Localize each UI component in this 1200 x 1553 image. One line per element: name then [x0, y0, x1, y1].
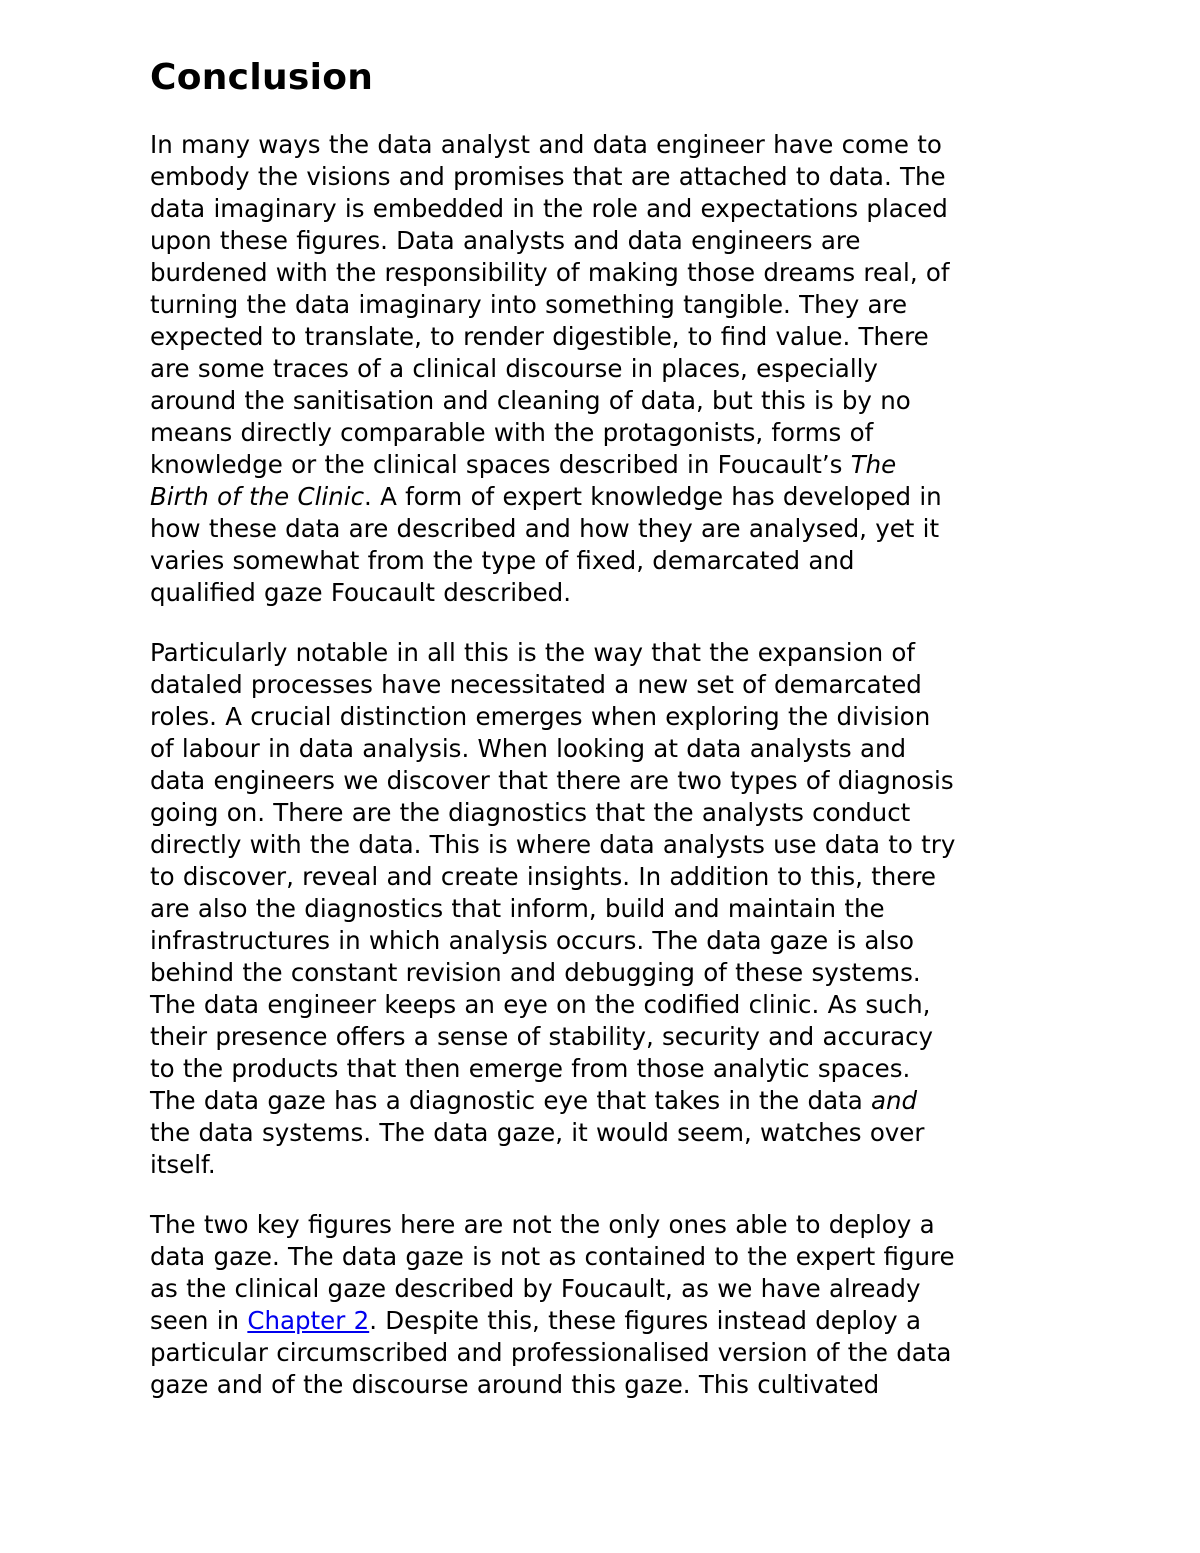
text-segment: to the products that then emerge from those analytic spaces. — [150, 1054, 911, 1083]
text-segment: directly with the data. This is where data analysts use data to try — [150, 830, 956, 859]
text-segment: dataled processes have necessitated a new set of demarcated — [150, 670, 922, 699]
text-segment: In many ways the data analyst and data engineer have come to — [150, 130, 942, 159]
document-page — [150, 52, 1055, 1429]
text-line — [150, 669, 1055, 701]
text-line — [150, 861, 1055, 893]
text-line — [150, 353, 1055, 385]
text-segment: their presence offers a sense of stability, security and accuracy — [150, 1022, 934, 1051]
text-line — [150, 449, 1055, 481]
text-line — [150, 193, 1055, 225]
text-line — [150, 829, 1055, 861]
text-line — [150, 289, 1055, 321]
text-segment: qualified gaze Foucault described. — [150, 578, 571, 607]
text-line — [150, 797, 1055, 829]
text-segment: means directly comparable with the protagonists, forms of — [150, 418, 874, 447]
text-segment: particular circumscribed and professionalised version of the data — [150, 1338, 952, 1367]
text-line — [150, 989, 1055, 1021]
text-line — [150, 1273, 1055, 1305]
text-segment: are some traces of a clinical discourse in places, especially — [150, 354, 878, 383]
text-line — [150, 417, 1055, 449]
text-line — [150, 1241, 1055, 1273]
text-line — [150, 733, 1055, 765]
text-segment: the data systems. The data gaze, it would seem, watches over — [150, 1118, 925, 1147]
text-line — [150, 513, 1055, 545]
text-segment: seen in — [150, 1306, 248, 1335]
text-line — [150, 225, 1055, 257]
chapter-link[interactable]: Chapter 2 — [247, 1306, 370, 1335]
section-heading: Conclusion — [150, 57, 374, 98]
text-segment: embody the visions and promises that are attached to data. The — [150, 162, 946, 191]
text-segment: . Despite this, these figures instead deploy a — [369, 1306, 921, 1335]
text-segment: are also the diagnostics that inform, build and maintain the — [150, 894, 885, 923]
paragraph — [150, 1209, 1055, 1401]
text-line — [150, 257, 1055, 289]
text-line — [150, 1305, 1055, 1337]
text-segment: The data gaze has a diagnostic eye that takes in the data — [150, 1086, 872, 1115]
text-segment: data gaze. The data gaze is not as contained to the expert figure — [150, 1242, 955, 1271]
text-segment: roles. A crucial distinction emerges when exploring the division — [150, 702, 931, 731]
text-line — [150, 1021, 1055, 1053]
text-segment: expected to translate, to render digestible, to find value. There — [150, 322, 929, 351]
text-line — [150, 1085, 1055, 1117]
paragraph — [150, 637, 1055, 1181]
text-segment: . A form of expert knowledge has developed in — [364, 482, 942, 511]
text-line — [150, 1053, 1055, 1085]
text-line — [150, 129, 1055, 161]
text-line — [150, 957, 1055, 989]
italic-text: Birth of the Clinic — [150, 482, 365, 511]
text-line — [150, 481, 1055, 513]
paragraph — [150, 129, 1055, 609]
text-line — [150, 577, 1055, 609]
text-line — [150, 1149, 1055, 1181]
text-segment: data engineers we discover that there are two types of diagnosis — [150, 766, 954, 795]
text-line — [150, 161, 1055, 193]
italic-text: and — [871, 1086, 918, 1115]
text-line — [150, 1209, 1055, 1241]
text-segment: knowledge or the clinical spaces described in Foucault’s — [150, 450, 851, 479]
text-segment: gaze and of the discourse around this gaze. This cultivated — [150, 1370, 880, 1399]
document-body — [150, 129, 1055, 1401]
text-line — [150, 321, 1055, 353]
text-segment: how these data are described and how they are analysed, yet it — [150, 514, 940, 543]
text-segment: itself. — [150, 1150, 216, 1179]
text-line — [150, 701, 1055, 733]
text-line — [150, 545, 1055, 577]
italic-text: The — [850, 450, 897, 479]
text-line — [150, 925, 1055, 957]
text-line — [150, 765, 1055, 797]
text-segment: burdened with the responsibility of making those dreams real, of — [150, 258, 950, 287]
text-segment: upon these figures. Data analysts and data engineers are — [150, 226, 861, 255]
text-segment: The two key figures here are not the only ones able to deploy a — [150, 1210, 935, 1239]
text-segment: The data engineer keeps an eye on the codified clinic. As such, — [150, 990, 931, 1019]
text-line — [150, 1117, 1055, 1149]
text-segment: of labour in data analysis. When looking at data analysts and — [150, 734, 907, 763]
text-segment: turning the data imaginary into something tangible. They are — [150, 290, 908, 319]
text-segment: varies somewhat from the type of fixed, demarcated and — [150, 546, 855, 575]
text-segment: data imaginary is embedded in the role and expectations placed — [150, 194, 948, 223]
text-line — [150, 893, 1055, 925]
text-segment: Particularly notable in all this is the way that the expansion of — [150, 638, 915, 667]
text-segment: to discover, reveal and create insights. In addition to this, there — [150, 862, 937, 891]
text-segment: around the sanitisation and cleaning of data, but this is by no — [150, 386, 911, 415]
text-line — [150, 1337, 1055, 1369]
text-line — [150, 637, 1055, 669]
text-segment: behind the constant revision and debugging of these systems. — [150, 958, 921, 987]
text-line — [150, 385, 1055, 417]
text-segment: infrastructures in which analysis occurs. The data gaze is also — [150, 926, 914, 955]
text-line — [150, 1369, 1055, 1401]
text-segment: going on. There are the diagnostics that the analysts conduct — [150, 798, 911, 827]
text-segment: as the clinical gaze described by Foucault, as we have already — [150, 1274, 921, 1303]
